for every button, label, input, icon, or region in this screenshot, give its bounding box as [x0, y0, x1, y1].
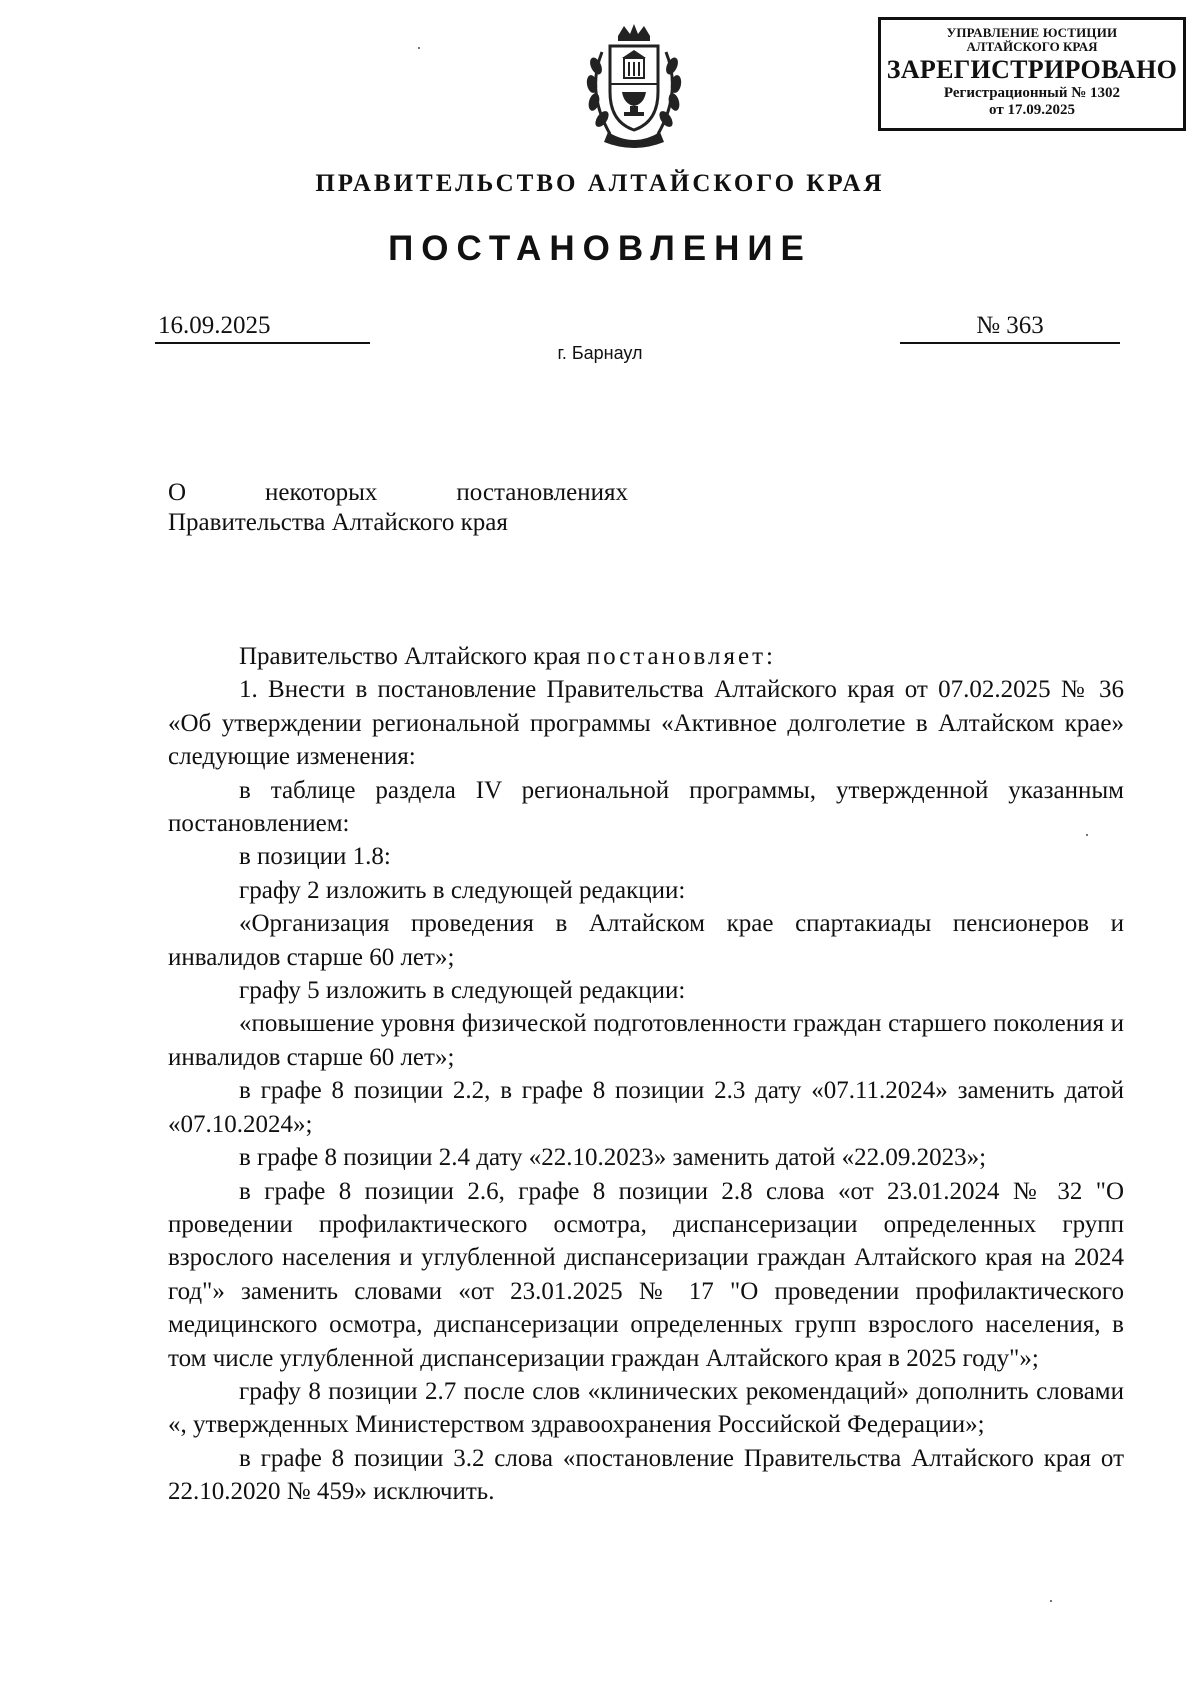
document-date: 16.09.2025: [155, 310, 370, 344]
document-subject: О некоторых постановлениях Правительства Алтайского края: [168, 479, 628, 536]
body-paragraph: «повышение уровня физической подготовленности граждан старшего поколения и инвалидов старше 60 лет»;: [168, 1010, 1124, 1071]
document-body: [168, 640, 1124, 1509]
intro-paragraph: [168, 640, 1124, 673]
coat-of-arms-emblem: [580, 22, 688, 150]
scan-speck: [418, 47, 420, 49]
stamp-authority-line2: АЛТАЙСКОГО КРАЯ: [966, 39, 1098, 54]
intro-prefix: Правительство Алтайского края: [239, 643, 587, 670]
body-paragraph: в таблице раздела IV региональной программы, утвержденной указанным постановлением:: [168, 776, 1124, 838]
stamp-status: ЗАРЕГИСТРИРОВАНО: [886, 55, 1178, 84]
scan-speck: [1086, 834, 1088, 836]
body-paragraph: в графе 8 позиции 2.2, в графе 8 позиции 2.3 дату «07.11.2024» заменить датой «07.10.2024»;: [168, 1077, 1124, 1138]
body-paragraph: графу 2 изложить в следующей редакции:: [239, 876, 686, 904]
scan-speck: [1050, 1600, 1052, 1602]
body-paragraph: графу 5 изложить в следующей редакции:: [239, 977, 686, 1005]
body-paragraph: в графе 8 позиции 2.4 дату «22.10.2023» заменить датой «22.09.2023»;: [239, 1144, 987, 1172]
stamp-reg-date: от 17.09.2025: [989, 102, 1075, 118]
stamp-reg-number: Регистрационный № 1302: [943, 85, 1121, 101]
body-paragraph: в графе 8 позиции 3.2 слова «постановление Правительства Алтайского края от 22.10.2020 № 459» исключить.: [168, 1444, 1124, 1506]
document-city: г. Барнаул: [557, 343, 643, 363]
document-number: № 363: [900, 310, 1120, 344]
document-type-title: ПОСТАНОВЛЕНИЕ: [388, 229, 812, 268]
government-title: ПРАВИТЕЛЬСТВО АЛТАЙСКОГО КРАЯ: [315, 170, 885, 197]
body-paragraph: в графе 8 позиции 2.6, графе 8 позиции 2.8 слова «от 23.01.2024 № 32 "О проведении профилактического осмотра, диспансеризации определенных групп взрослого населения и углубленной диспансеризации граждан Алтайского края на 2024 год"» заменить словами «от 23.01.2025 № 17 "О проведении профилактического медицинского осмотра, диспансеризации определенных групп взрослого населения, в том числе углубленной диспансеризации граждан Алтайского края в 2025 году"»;: [168, 1177, 1124, 1372]
body-paragraph: «Организация проведения в Алтайском крае спартакиады пенсионеров и инвалидов старше 60 лет»;: [168, 910, 1124, 971]
body-paragraph: 1. Внести в постановление Правительства Алтайского края от 07.02.2025 № 36 «Об утверждении региональной программы «Активное долголетие в Алтайском крае» следующие изменения:: [168, 676, 1124, 771]
body-paragraph: в позиции 1.8:: [239, 843, 391, 871]
registration-stamp: [878, 17, 1186, 131]
stamp-authority-line1: УПРАВЛЕНИЕ ЮСТИЦИИ: [946, 25, 1118, 40]
intro-verb: постановляет:: [586, 643, 776, 670]
body-paragraph: графу 8 позиции 2.7 после слов «клинических рекомендаций» дополнить словами «, утвержденных Министерством здравоохранения Российской Федерации»;: [168, 1377, 1124, 1439]
